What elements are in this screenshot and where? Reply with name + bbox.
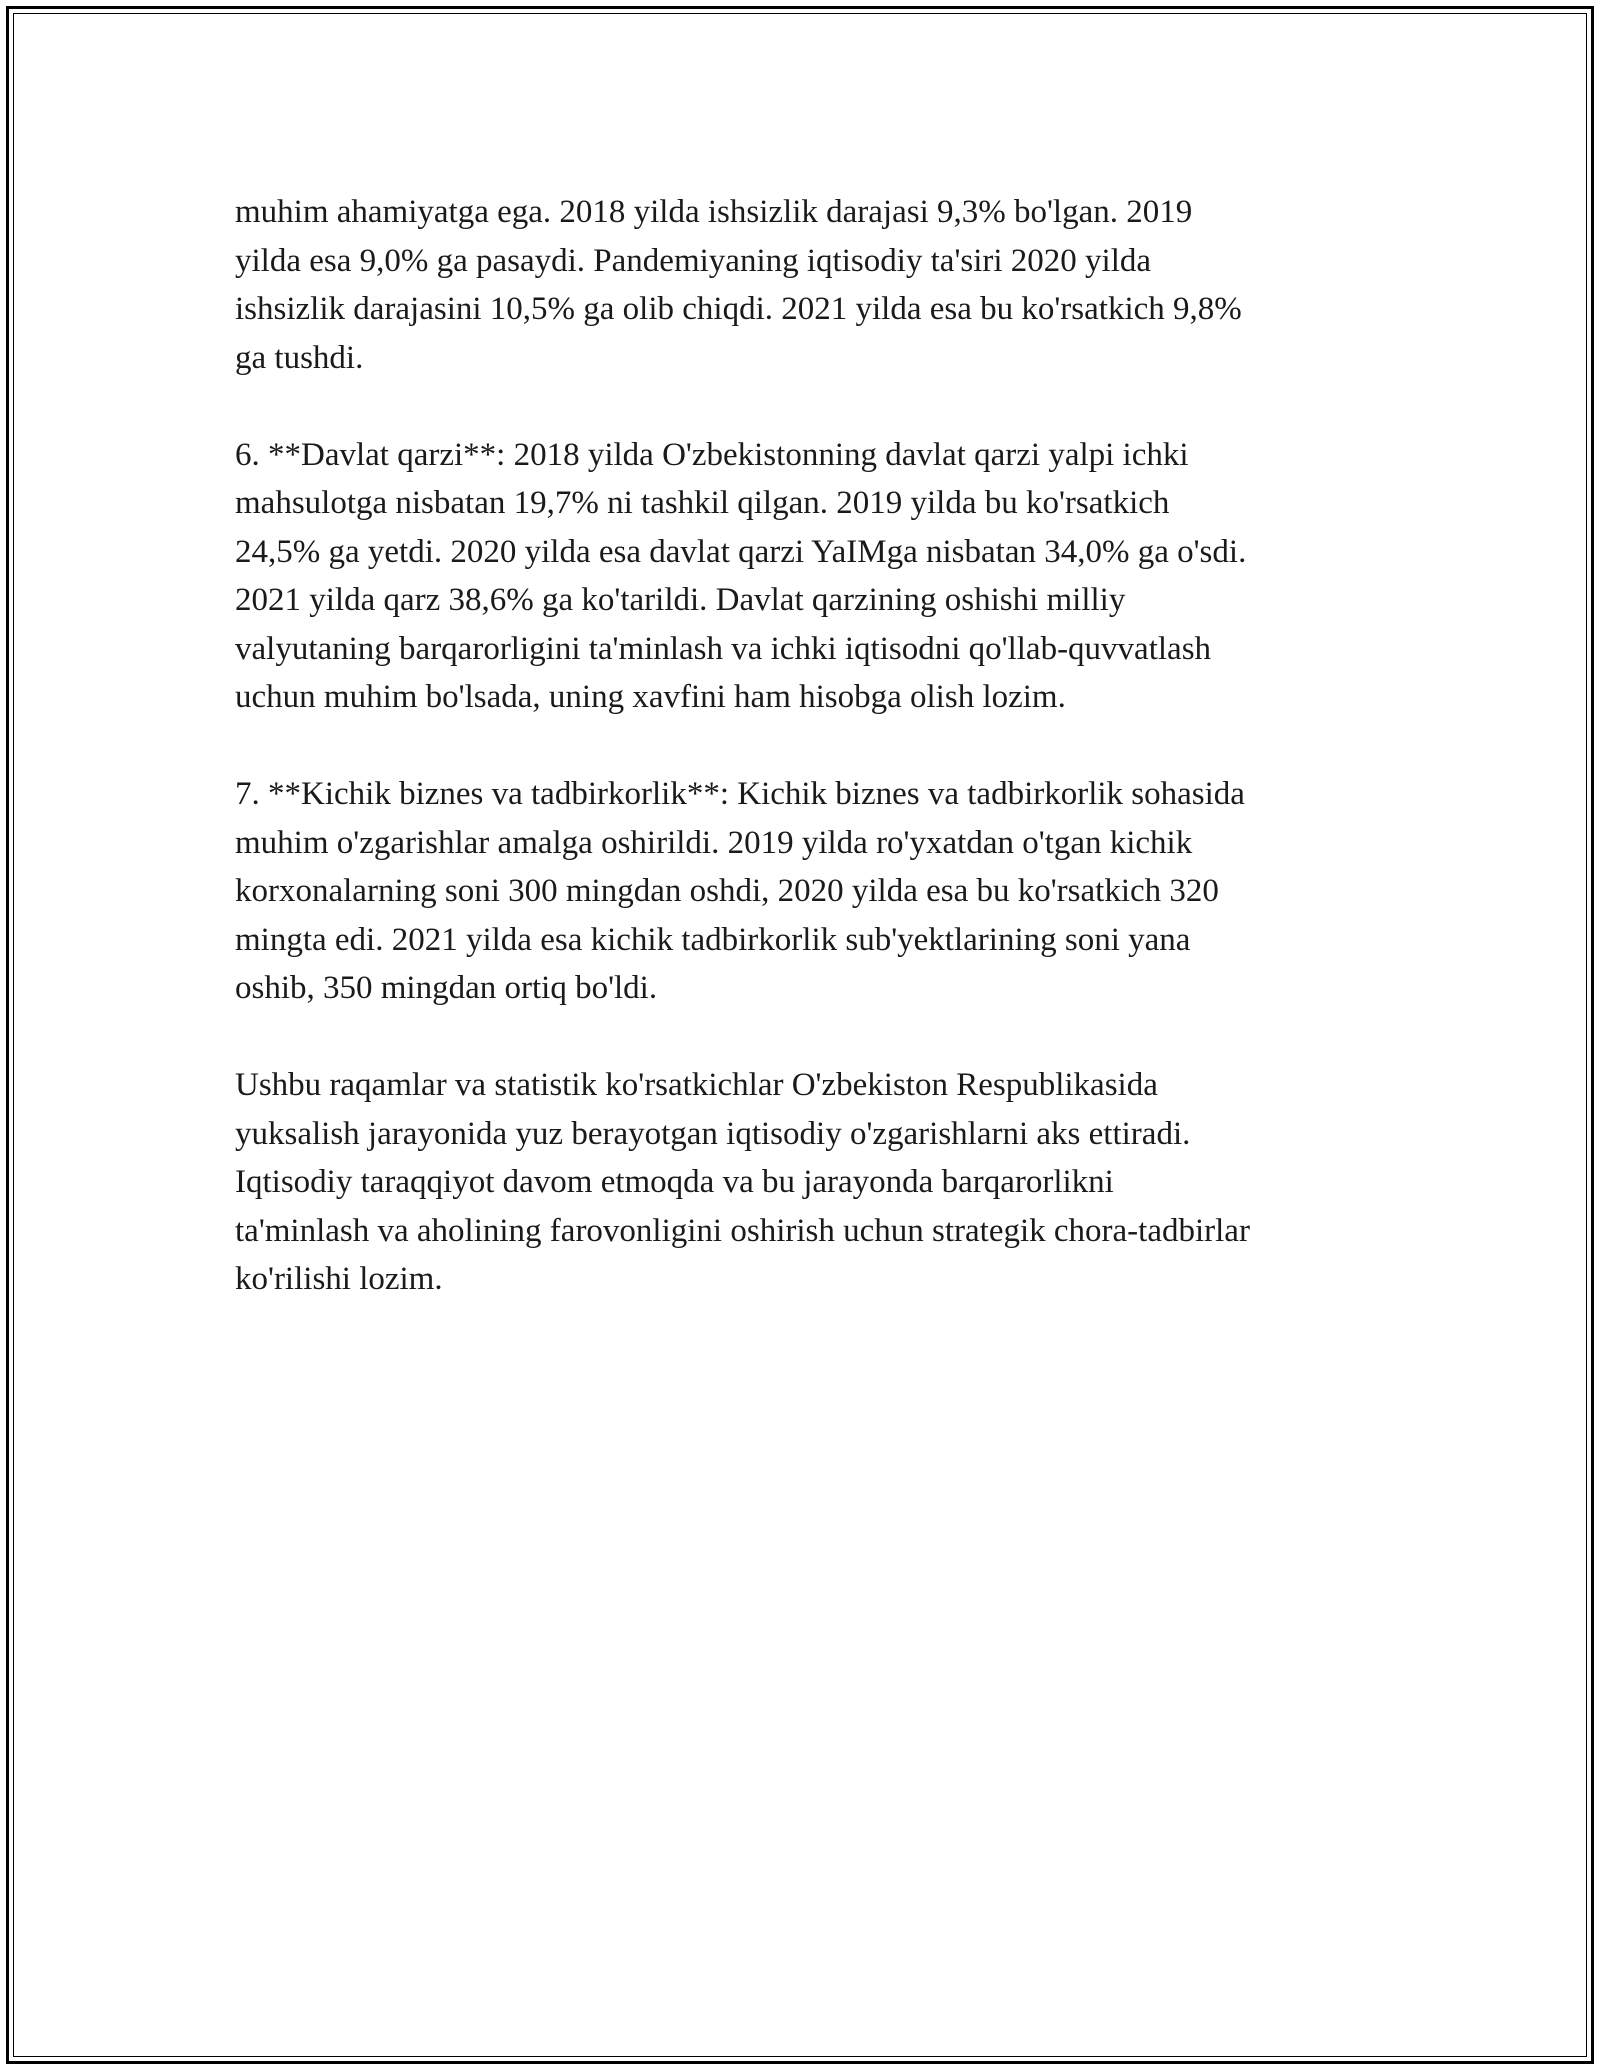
text-line: muhim o'zgarishlar amalga oshirildi. 2019 yilda ro'yxatdan o'tgan kichik [235, 824, 1193, 861]
text-line: korxonalarning soni 300 mingdan oshdi, 2020 yilda esa bu ko'rsatkich 320 [235, 873, 1219, 909]
paragraph-public-debt [235, 431, 1370, 722]
text-line: 7. **Kichik biznes va tadbirkorlik**: Kichik biznes va tadbirkorlik sohasida [235, 776, 1245, 812]
text-line: ga tushdi. [235, 339, 364, 376]
paragraph-small-business [235, 770, 1370, 1013]
text-line: muhim ahamiyatga ega. 2018 yilda ishsizlik darajasi 9,3% bo'lgan. 2019 [235, 194, 1193, 230]
text-line: ta'minlash va aholining farovonligini oshirish uchun strategik chora-tadbirlar [235, 1212, 1250, 1249]
text-line: ishsizlik darajasini 10,5% ga olib chiqdi. 2021 yilda esa bu ko'rsatkich 9,8% [235, 291, 1242, 327]
text-line: valyutaning barqarorligini ta'minlash va ichki iqtisodni qo'llab-quvvatlash [235, 630, 1212, 667]
text-line: Ushbu raqamlar va statistik ko'rsatkichlar O'zbekiston Respublikasida [235, 1067, 1158, 1103]
text-line: 6. **Davlat qarzi**: 2018 yilda O'zbekistonning davlat qarzi yalpi ichki [235, 436, 1189, 473]
document-body [235, 188, 1370, 1352]
paragraph-conclusion [235, 1061, 1370, 1304]
text-line: uchun muhim bo'lsada, uning xavfini ham hisobga olish lozim. [235, 679, 1066, 715]
text-line: yilda esa 9,0% ga pasaydi. Pandemiyaning iqtisodiy ta'siri 2020 yilda [235, 242, 1152, 279]
text-line: ko'rilishi lozim. [235, 1261, 443, 1297]
text-line: mahsulotga nisbatan 19,7% ni tashkil qilgan. 2019 yilda bu ko'rsatkich [235, 485, 1170, 521]
text-line: Iqtisodiy taraqqiyot davom etmoqda va bu jarayonda barqarorlikni [235, 1164, 1114, 1200]
text-line: mingta edi. 2021 yilda esa kichik tadbirkorlik sub'yektlarining soni yana [235, 921, 1191, 958]
text-line: 24,5% ga yetdi. 2020 yilda esa davlat qarzi YaIMga nisbatan 34,0% ga o'sdi. [235, 533, 1247, 570]
paragraph-unemployment [235, 188, 1370, 382]
text-line: oshib, 350 mingdan ortiq bo'ldi. [235, 970, 658, 1006]
text-line: 2021 yilda qarz 38,6% ga ko'tarildi. Davlat qarzining oshishi milliy [235, 582, 1126, 618]
text-line: yuksalish jarayonida yuz berayotgan iqtisodiy o'zgarishlarni aks ettiradi. [235, 1115, 1191, 1152]
